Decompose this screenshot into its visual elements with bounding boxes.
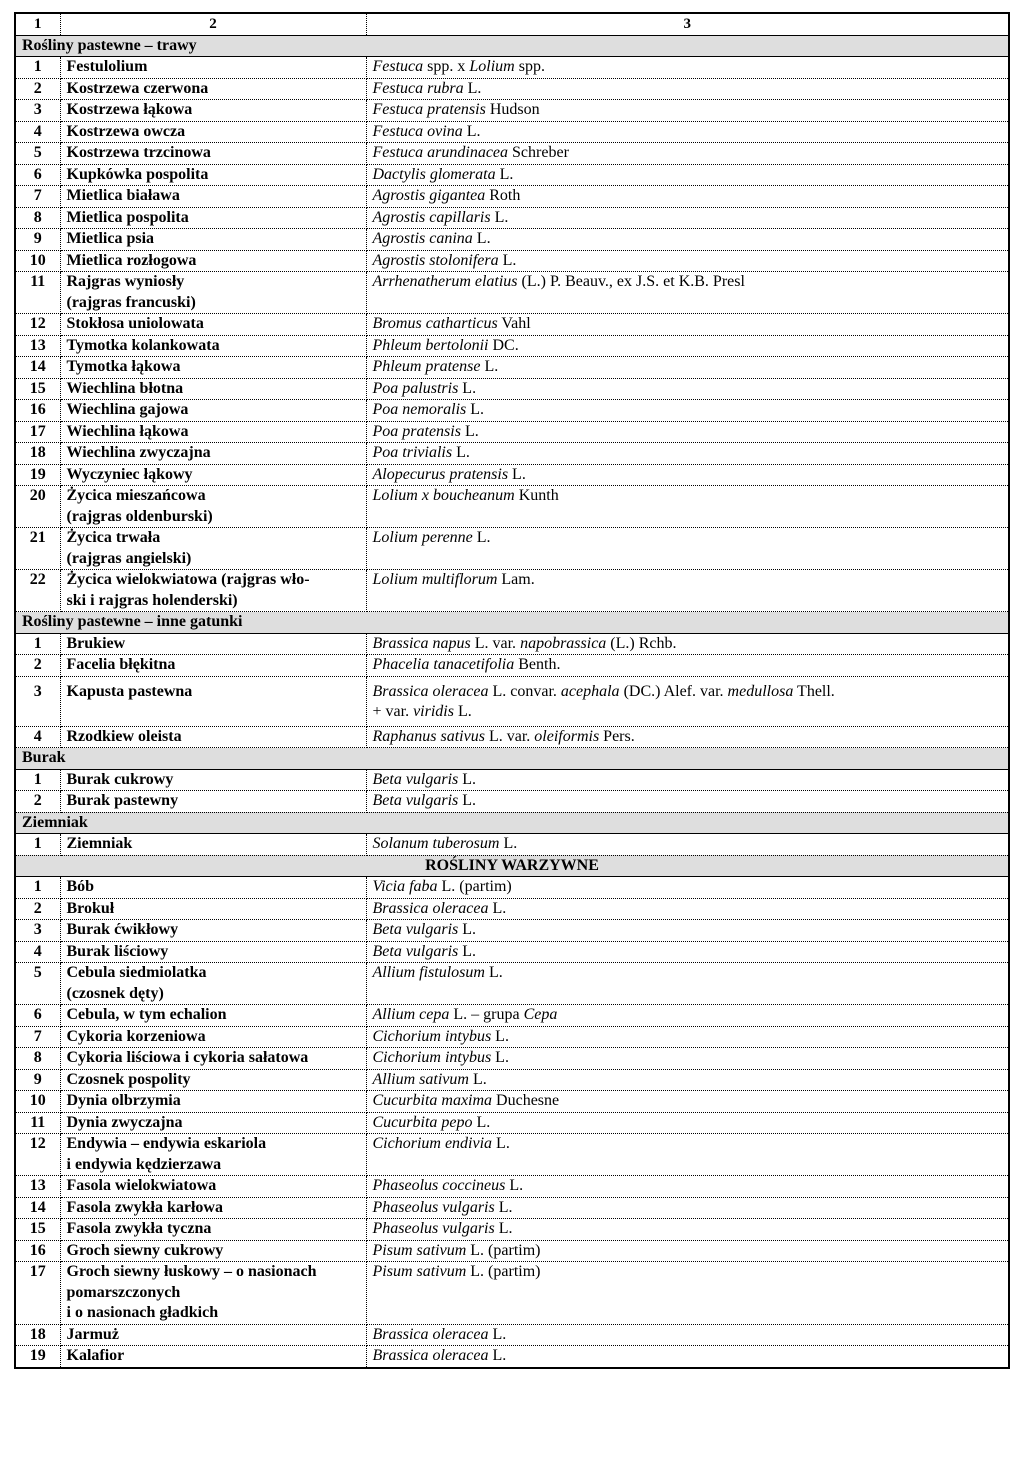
species-botanical-name: Cichorium intybus L. [366,1026,1009,1048]
botanical-name-italic: Beta vulgaris [372,792,459,809]
row-number: 3 [15,100,60,122]
section-header [15,35,1009,57]
table-row [15,400,1009,422]
row-number: 22 [15,570,60,612]
species-common-name: Dynia olbrzymia [60,1091,366,1113]
species-common-name: Fasola zwykła tyczna [60,1219,366,1241]
section-title: Ziemniak [15,812,1009,834]
botanical-name-italic: Vicia faba [372,878,438,895]
species-botanical-name: Allium cepa L. – grupa Cepa [366,1005,1009,1027]
botanical-name-italic: Brassica oleracea [372,899,489,917]
species-botanical-name: Raphanus sativus L. var. oleiformis Pers. [366,726,1009,748]
species-common-name: Cebula siedmiolatka (czosnek dęty) [60,963,366,1005]
botanical-name-italic: Raphanus sativus [372,727,485,745]
row-number: 14 [15,1197,60,1219]
row-number: 4 [15,726,60,748]
table-row [15,335,1009,357]
species-common-name: Mietlica pospolita [60,207,366,229]
table-row [15,272,1009,314]
botanical-name-italic: oleiformis [534,727,600,745]
species-botanical-name: Brassica napus L. var. napobrassica (L.) Rchb. [366,633,1009,655]
section-header [15,855,1009,877]
row-number: 4 [15,121,60,143]
species-botanical-name: Phleum bertolonii DC. [366,335,1009,357]
species-botanical-name: Poa pratensis L. [366,421,1009,443]
species-botanical-name: Agrostis canina L. [366,229,1009,251]
column-2-header: 2 [60,13,366,35]
table-row [15,1112,1009,1134]
table-row [15,877,1009,899]
species-table-body [15,13,1009,1368]
botanical-name-italic: Dactylis glomerata [372,165,496,183]
row-number: 2 [15,655,60,677]
botanical-name-italic: medullosa [727,682,794,700]
row-number: 11 [15,272,60,314]
botanical-name-italic: Festuca rubra [372,79,464,97]
botanical-name-italic: Cucurbita pepo [372,1113,473,1131]
species-botanical-name: Poa palustris L. [366,378,1009,400]
table-row [15,443,1009,465]
species-common-name: Brokuł [60,898,366,920]
species-common-name: Ziemniak [60,834,366,856]
botanical-name-italic: Brassica oleracea [372,1347,489,1364]
botanical-name-italic: Lolium multiflorum [372,571,498,588]
species-botanical-name: Brassica oleracea L. [366,1324,1009,1346]
table-row [15,1005,1009,1027]
row-number: 14 [15,357,60,379]
species-botanical-name: Cucurbita maxima Duchesne [366,1091,1009,1113]
table-row [15,314,1009,336]
botanical-name-italic: Pisum sativum [372,1241,467,1259]
species-botanical-name: Festuca pratensis Hudson [366,100,1009,122]
table-row [15,570,1009,612]
species-common-name: Kalafior [60,1346,366,1368]
species-common-name: Wiechlina gajowa [60,400,366,422]
species-botanical-name: Allium sativum L. [366,1069,1009,1091]
botanical-name-italic: Cichorium intybus [372,1049,492,1066]
row-number: 2 [15,791,60,813]
botanical-name-italic: Bromus catharticus [372,315,498,332]
species-botanical-name: Festuca rubra L. [366,78,1009,100]
species-common-name: Wiechlina zwyczajna [60,443,366,465]
botanical-name-italic: Lolium [469,58,515,75]
botanical-name-italic: Beta vulgaris [372,921,459,938]
table-row [15,1134,1009,1176]
species-common-name: Burak ćwikłowy [60,920,366,942]
botanical-name-italic: Agrostis stolonifera [372,251,499,269]
row-number: 3 [15,676,60,726]
species-common-name: Groch siewny cukrowy [60,1240,366,1262]
botanical-name-italic: Phaseolus coccineus [372,1177,506,1194]
species-botanical-name: Festuca arundinacea Schreber [366,143,1009,165]
table-row [15,1262,1009,1325]
table-row [15,250,1009,272]
table-row [15,1048,1009,1070]
species-botanical-name: Lolium perenne L. [366,528,1009,570]
species-botanical-name: Alopecurus pratensis L. [366,464,1009,486]
row-number: 10 [15,1091,60,1113]
botanical-name-italic: Cichorium endivia [372,1135,493,1152]
species-common-name: Kupkówka pospolita [60,164,366,186]
row-number: 16 [15,400,60,422]
species-common-name: Życica wielokwiatowa (rajgras wło- ski i rajgras holenderski) [60,570,366,612]
table-row [15,528,1009,570]
species-botanical-name: Lolium multiflorum Lam. [366,570,1009,612]
botanical-name-italic: Phleum bertolonii [372,336,489,354]
botanical-name-italic: Festuca [372,58,424,75]
table-row [15,421,1009,443]
botanical-name-italic: Poa nemoralis [372,401,467,418]
botanical-name-italic: Festuca arundinacea [372,144,509,161]
table-row [15,1026,1009,1048]
table-row [15,1069,1009,1091]
botanical-name-italic: Agrostis canina [372,230,473,247]
species-common-name: Burak pastewny [60,791,366,813]
species-common-name: Mietlica rozłogowa [60,250,366,272]
table-row [15,207,1009,229]
section-title: ROŚLINY WARZYWNE [15,855,1009,877]
species-botanical-name: Brassica oleracea L. [366,1346,1009,1368]
species-common-name: Stokłosa uniolowata [60,314,366,336]
botanical-name-italic: Cepa [523,1006,558,1023]
species-botanical-name: Agrostis stolonifera L. [366,250,1009,272]
species-common-name: Cebula, w tym echalion [60,1005,366,1027]
species-botanical-name: Solanum tuberosum L. [366,834,1009,856]
table-row [15,1219,1009,1241]
row-number: 6 [15,164,60,186]
column-number-header-row [15,13,1009,35]
row-number: 2 [15,78,60,100]
row-number: 18 [15,1324,60,1346]
species-common-name: Mietlica psia [60,229,366,251]
species-common-name: Wyczyniec łąkowy [60,464,366,486]
species-botanical-name: Pisum sativum L. (partim) [366,1240,1009,1262]
species-botanical-name: Pisum sativum L. (partim) [366,1262,1009,1325]
table-row [15,1091,1009,1113]
table-row [15,1346,1009,1368]
species-common-name: Życica trwała (rajgras angielski) [60,528,366,570]
species-common-name: Kostrzewa trzcinowa [60,143,366,165]
botanical-name-italic: Beta vulgaris [372,942,459,960]
table-row [15,655,1009,677]
table-row [15,920,1009,942]
species-common-name: Kostrzewa czerwona [60,78,366,100]
species-common-name: Kapusta pastewna [60,676,366,726]
species-common-name: Fasola zwykła karłowa [60,1197,366,1219]
species-botanical-name: Phaseolus vulgaris L. [366,1219,1009,1241]
species-common-name: Endywia – endywia eskariola i endywia kędzierzawa [60,1134,366,1176]
table-row [15,121,1009,143]
row-number: 11 [15,1112,60,1134]
species-botanical-name: Phacelia tanacetifolia Benth. [366,655,1009,677]
botanical-name-italic: Beta vulgaris [372,770,459,788]
botanical-name-italic: Poa trivialis [372,444,453,461]
species-common-name: Rzodkiew oleista [60,726,366,748]
species-common-name: Czosnek pospolity [60,1069,366,1091]
table-row [15,464,1009,486]
species-common-name: Jarmuż [60,1324,366,1346]
table-row [15,486,1009,528]
species-botanical-name: Agrostis capillaris L. [366,207,1009,229]
column-3-header: 3 [366,13,1009,35]
species-botanical-name: Cichorium intybus L. [366,1048,1009,1070]
species-botanical-name: Allium fistulosum L. [366,963,1009,1005]
row-number: 6 [15,1005,60,1027]
table-row [15,164,1009,186]
botanical-name-italic: Lolium x boucheanum [372,487,515,504]
botanical-name-italic: napobrassica [520,634,607,652]
species-common-name: Wiechlina łąkowa [60,421,366,443]
table-row [15,143,1009,165]
species-common-name: Kostrzewa łąkowa [60,100,366,122]
botanical-name-italic: Allium cepa [372,1006,450,1023]
table-row [15,1176,1009,1198]
species-common-name: Fasola wielokwiatowa [60,1176,366,1198]
row-number: 4 [15,941,60,963]
species-common-name: Rajgras wyniosły (rajgras francuski) [60,272,366,314]
species-botanical-name: Poa nemoralis L. [366,400,1009,422]
row-number: 18 [15,443,60,465]
species-botanical-name: Dactylis glomerata L. [366,164,1009,186]
section-header [15,812,1009,834]
row-number: 3 [15,920,60,942]
table-row [15,791,1009,813]
species-botanical-name: Lolium x boucheanum Kunth [366,486,1009,528]
species-common-name: Wiechlina błotna [60,378,366,400]
row-number: 5 [15,963,60,1005]
botanical-name-italic: acephala [560,682,620,700]
species-botanical-name: Arrhenatherum elatius (L.) P. Beauv., ex J.S. et K.B. Presl [366,272,1009,314]
table-row [15,100,1009,122]
species-botanical-name: Brassica oleracea L. convar. acephala (DC.) Alef. var. medullosa Thell. + var. viridis L. [366,676,1009,726]
species-table-page [14,12,1008,1369]
table-row [15,676,1009,726]
species-common-name: Bób [60,877,366,899]
species-botanical-name: Cucurbita pepo L. [366,1112,1009,1134]
row-number: 15 [15,1219,60,1241]
row-number: 7 [15,1026,60,1048]
table-row [15,963,1009,1005]
botanical-name-italic: Cucurbita maxima [372,1092,493,1109]
species-botanical-name: Vicia faba L. (partim) [366,877,1009,899]
botanical-name-italic: Phleum pratense [372,358,481,375]
row-number: 16 [15,1240,60,1262]
row-number: 20 [15,486,60,528]
species-botanical-name: Phleum pratense L. [366,357,1009,379]
column-1-header: 1 [15,13,60,35]
species-botanical-name: Beta vulgaris L. [366,769,1009,791]
species-botanical-name: Poa trivialis L. [366,443,1009,465]
row-number: 8 [15,1048,60,1070]
botanical-name-italic: Allium sativum [372,1070,469,1088]
table-row [15,633,1009,655]
table-row [15,941,1009,963]
species-common-name: Cykoria korzeniowa [60,1026,366,1048]
row-number: 19 [15,464,60,486]
species-common-name: Kostrzewa owcza [60,121,366,143]
species-botanical-name: Phaseolus vulgaris L. [366,1197,1009,1219]
species-common-name: Burak liściowy [60,941,366,963]
row-number: 17 [15,1262,60,1325]
species-common-name: Groch siewny łuskowy – o nasionach pomarszczonych i o nasionach gładkich [60,1262,366,1325]
species-common-name: Cykoria liściowa i cykoria sałatowa [60,1048,366,1070]
table-row [15,378,1009,400]
row-number: 7 [15,186,60,208]
botanical-name-italic: Festuca ovina [372,122,463,140]
species-botanical-name: Beta vulgaris L. [366,941,1009,963]
row-number: 10 [15,250,60,272]
row-number: 19 [15,1346,60,1368]
row-number: 9 [15,1069,60,1091]
species-common-name: Życica mieszańcowa (rajgras oldenburski) [60,486,366,528]
row-number: 21 [15,528,60,570]
species-common-name: Brukiew [60,633,366,655]
row-number: 1 [15,834,60,856]
row-number: 1 [15,633,60,655]
species-common-name: Burak cukrowy [60,769,366,791]
row-number: 8 [15,207,60,229]
table-row [15,898,1009,920]
section-header [15,612,1009,634]
row-number: 9 [15,229,60,251]
row-number: 13 [15,335,60,357]
botanical-name-italic: Brassica oleracea [372,1325,489,1343]
botanical-name-italic: Festuca pratensis [372,101,486,118]
species-common-name: Festulolium [60,57,366,79]
row-number: 5 [15,143,60,165]
section-header [15,748,1009,770]
botanical-name-italic: Arrhenatherum elatius [372,273,518,290]
species-botanical-name: Beta vulgaris L. [366,920,1009,942]
botanical-name-italic: Poa palustris [372,379,459,397]
species-common-name: Tymotka kolankowata [60,335,366,357]
botanical-name-italic: Phacelia tanacetifolia [372,656,515,673]
table-row [15,78,1009,100]
botanical-name-italic: Allium fistulosum [372,964,485,981]
species-botanical-name: Festuca ovina L. [366,121,1009,143]
botanical-name-italic: Phaseolus vulgaris [372,1220,495,1237]
row-number: 12 [15,1134,60,1176]
botanical-name-italic: Poa pratensis [372,422,461,440]
row-number: 2 [15,898,60,920]
section-title: Rośliny pastewne – inne gatunki [15,612,1009,634]
row-number: 1 [15,877,60,899]
table-row [15,1324,1009,1346]
table-row [15,726,1009,748]
row-number: 12 [15,314,60,336]
botanical-name-italic: Pisum sativum [372,1263,467,1280]
species-botanical-name: Festuca spp. x Lolium spp. [366,57,1009,79]
table-row [15,1240,1009,1262]
table-row [15,229,1009,251]
botanical-name-italic: Lolium perenne [372,529,473,546]
row-number: 15 [15,378,60,400]
species-botanical-name: Phaseolus coccineus L. [366,1176,1009,1198]
row-number: 1 [15,769,60,791]
botanical-name-italic: Cichorium intybus [372,1027,492,1045]
section-title: Burak [15,748,1009,770]
species-botanical-name: Cichorium endivia L. [366,1134,1009,1176]
botanical-name-italic: Agrostis capillaris [372,208,491,226]
section-title: Rośliny pastewne – trawy [15,35,1009,57]
table-row [15,769,1009,791]
table-row [15,357,1009,379]
species-common-name: Mietlica biaława [60,186,366,208]
botanical-name-italic: Brassica napus [372,634,471,652]
species-common-name: Facelia błękitna [60,655,366,677]
botanical-name-italic: Phaseolus vulgaris [372,1198,495,1216]
table-row [15,834,1009,856]
species-table [14,12,1010,1369]
botanical-name-italic: Solanum tuberosum [372,835,500,852]
species-botanical-name: Bromus catharticus Vahl [366,314,1009,336]
botanical-name-italic: Agrostis gigantea [372,187,486,204]
row-number: 13 [15,1176,60,1198]
botanical-name-italic: viridis [413,703,454,720]
species-botanical-name: Agrostis gigantea Roth [366,186,1009,208]
botanical-name-italic: Alopecurus pratensis [372,465,509,483]
row-number: 17 [15,421,60,443]
species-common-name: Dynia zwyczajna [60,1112,366,1134]
species-botanical-name: Beta vulgaris L. [366,791,1009,813]
botanical-name-italic: Brassica oleracea [372,682,489,700]
species-common-name: Tymotka łąkowa [60,357,366,379]
table-row [15,57,1009,79]
row-number: 1 [15,57,60,79]
table-row [15,1197,1009,1219]
table-row [15,186,1009,208]
species-botanical-name: Brassica oleracea L. [366,898,1009,920]
